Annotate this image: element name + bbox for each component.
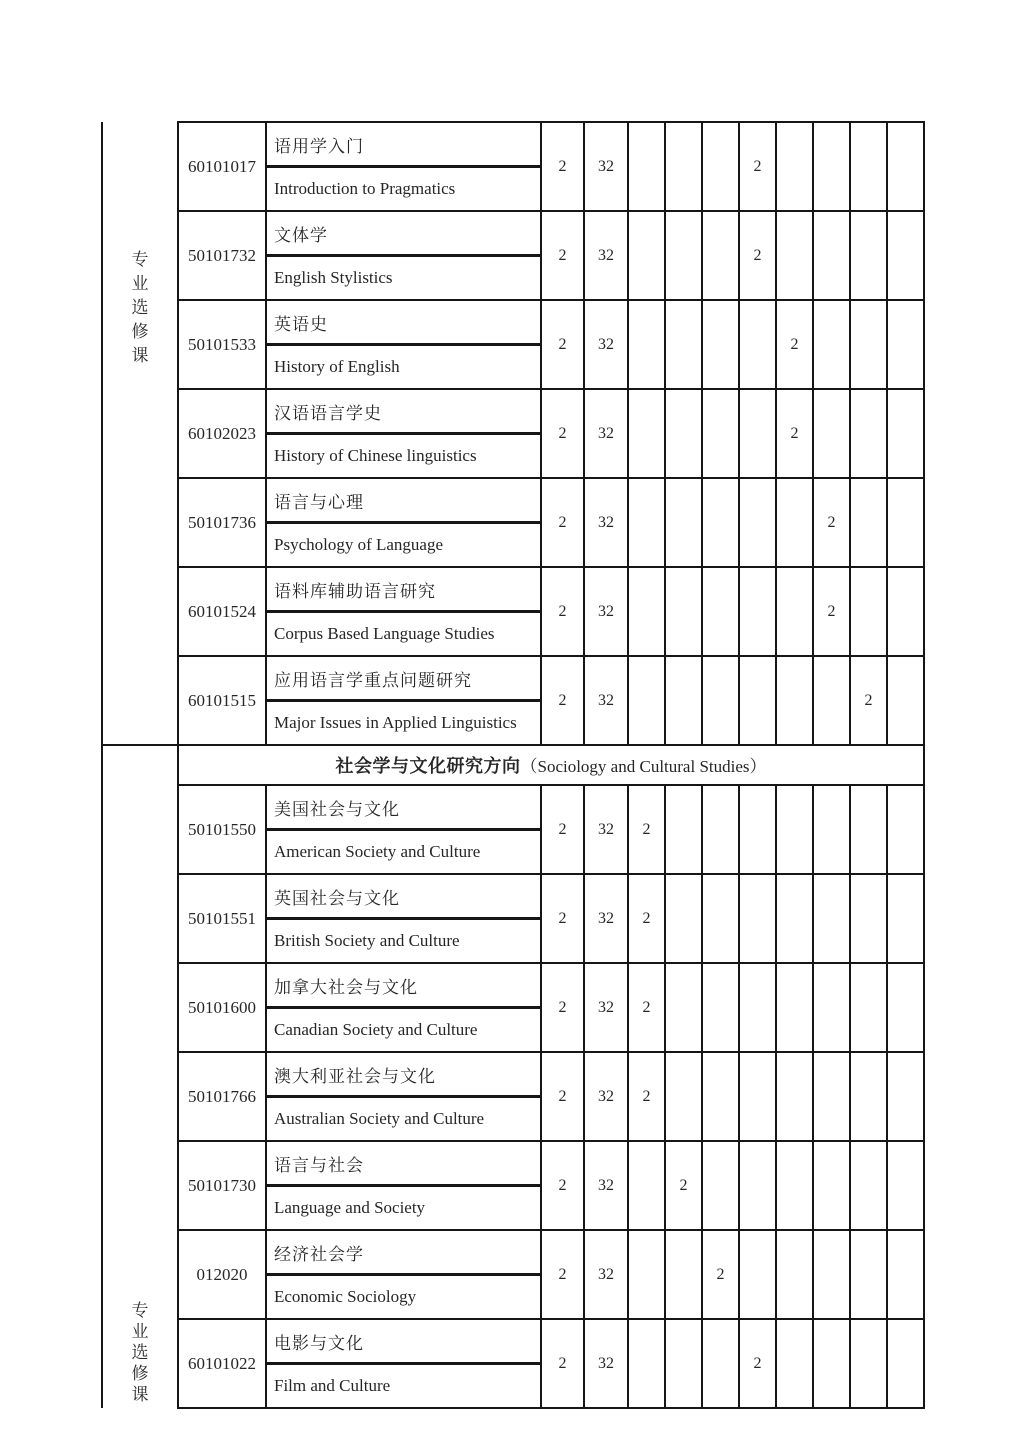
course-credits: 2	[541, 1319, 584, 1408]
semester-credit-cell: 2	[665, 1141, 702, 1230]
semester-cell-5	[776, 1230, 813, 1319]
course-credits: 2	[541, 656, 584, 745]
semester-cell-6	[813, 1319, 850, 1408]
semester-cell-8	[887, 478, 924, 567]
semester-cell-3	[702, 1319, 739, 1408]
course-hours: 32	[584, 785, 628, 874]
semester-cell-6	[813, 1141, 850, 1230]
semester-credit-cell: 2	[628, 874, 665, 963]
side-label-text: 专业选修课	[131, 1301, 149, 1404]
semester-cell-7	[850, 389, 887, 478]
semester-cell-1	[628, 389, 665, 478]
course-credits: 2	[541, 1141, 584, 1230]
semester-cell-2	[665, 122, 702, 211]
course-code: 60101017	[178, 122, 266, 211]
course-name-en: Introduction to Pragmatics	[266, 167, 541, 212]
semester-cell-5	[776, 478, 813, 567]
course-hours: 32	[584, 874, 628, 963]
semester-cell-2	[665, 963, 702, 1052]
semester-cell-1	[628, 1319, 665, 1408]
semester-cell-6	[813, 1230, 850, 1319]
semester-cell-1	[628, 1141, 665, 1230]
semester-credit-cell: 2	[813, 478, 850, 567]
semester-credit-cell: 2	[813, 567, 850, 656]
course-row	[102, 389, 924, 434]
course-credits: 2	[541, 211, 584, 300]
semester-cell-5	[776, 211, 813, 300]
direction-title-zh: 社会学与文化研究方向	[335, 756, 521, 776]
semester-cell-5	[776, 122, 813, 211]
course-credits: 2	[541, 963, 584, 1052]
course-row	[102, 656, 924, 701]
direction-header-row	[102, 745, 924, 785]
course-hours: 32	[584, 122, 628, 211]
semester-cell-5	[776, 785, 813, 874]
course-row	[102, 1230, 924, 1275]
semester-cell-5	[776, 1319, 813, 1408]
course-code: 50101732	[178, 211, 266, 300]
course-code: 50101600	[178, 963, 266, 1052]
semester-credit-cell: 2	[739, 211, 776, 300]
direction-header-cell	[178, 745, 924, 785]
semester-cell-1	[628, 1230, 665, 1319]
course-credits: 2	[541, 874, 584, 963]
semester-cell-8	[887, 389, 924, 478]
course-hours: 32	[584, 389, 628, 478]
course-name-zh: 加拿大社会与文化	[266, 963, 541, 1008]
semester-cell-2	[665, 785, 702, 874]
course-row	[102, 122, 924, 167]
semester-cell-6	[813, 656, 850, 745]
course-name-zh: 汉语语言学史	[266, 389, 541, 434]
course-name-en: Canadian Society and Culture	[266, 1008, 541, 1053]
semester-cell-8	[887, 785, 924, 874]
semester-cell-1	[628, 567, 665, 656]
curriculum-table	[101, 121, 925, 1409]
semester-cell-8	[887, 211, 924, 300]
course-code: 50101533	[178, 300, 266, 389]
course-row	[102, 478, 924, 523]
semester-cell-3	[702, 785, 739, 874]
semester-cell-4	[739, 963, 776, 1052]
course-name-zh: 语料库辅助语言研究	[266, 567, 541, 612]
side-label-text: 专业选修课	[131, 250, 149, 365]
semester-cell-7	[850, 963, 887, 1052]
course-row	[102, 1052, 924, 1097]
semester-cell-8	[887, 1319, 924, 1408]
semester-cell-3	[702, 478, 739, 567]
semester-cell-4	[739, 1052, 776, 1141]
semester-cell-7	[850, 478, 887, 567]
course-name-zh: 电影与文化	[266, 1319, 541, 1364]
semester-credit-cell: 2	[628, 785, 665, 874]
semester-cell-6	[813, 211, 850, 300]
course-name-zh: 澳大利亚社会与文化	[266, 1052, 541, 1097]
semester-cell-2	[665, 656, 702, 745]
semester-cell-3	[702, 874, 739, 963]
semester-cell-8	[887, 963, 924, 1052]
semester-cell-7	[850, 1052, 887, 1141]
course-name-en: Film and Culture	[266, 1364, 541, 1409]
semester-cell-4	[739, 874, 776, 963]
course-row	[102, 1319, 924, 1364]
semester-cell-6	[813, 874, 850, 963]
course-name-en: English Stylistics	[266, 256, 541, 301]
course-name-zh: 文体学	[266, 211, 541, 256]
semester-cell-2	[665, 567, 702, 656]
course-hours: 32	[584, 1052, 628, 1141]
course-row	[102, 785, 924, 830]
course-hours: 32	[584, 656, 628, 745]
course-name-zh: 美国社会与文化	[266, 785, 541, 830]
semester-cell-8	[887, 656, 924, 745]
semester-cell-4	[739, 300, 776, 389]
course-name-zh: 语言与社会	[266, 1141, 541, 1186]
course-name-en: History of English	[266, 345, 541, 390]
semester-credit-cell: 2	[739, 122, 776, 211]
semester-cell-6	[813, 785, 850, 874]
semester-cell-7	[850, 122, 887, 211]
course-credits: 2	[541, 1230, 584, 1319]
semester-cell-3	[702, 1141, 739, 1230]
semester-cell-7	[850, 1319, 887, 1408]
semester-cell-2	[665, 389, 702, 478]
semester-cell-3	[702, 963, 739, 1052]
course-hours: 32	[584, 300, 628, 389]
semester-cell-4	[739, 1141, 776, 1230]
course-name-zh: 英语史	[266, 300, 541, 345]
course-code: 60101524	[178, 567, 266, 656]
course-name-zh: 经济社会学	[266, 1230, 541, 1275]
course-credits: 2	[541, 389, 584, 478]
semester-credit-cell: 2	[628, 963, 665, 1052]
semester-cell-6	[813, 389, 850, 478]
semester-credit-cell: 2	[739, 1319, 776, 1408]
course-name-en: History of Chinese linguistics	[266, 434, 541, 479]
semester-cell-7	[850, 567, 887, 656]
semester-cell-2	[665, 211, 702, 300]
semester-cell-8	[887, 1230, 924, 1319]
semester-cell-7	[850, 785, 887, 874]
semester-cell-3	[702, 389, 739, 478]
semester-cell-5	[776, 1052, 813, 1141]
semester-cell-1	[628, 122, 665, 211]
course-code: 50101736	[178, 478, 266, 567]
side-label-cell	[102, 122, 178, 745]
semester-cell-5	[776, 1141, 813, 1230]
course-credits: 2	[541, 300, 584, 389]
course-name-zh: 英国社会与文化	[266, 874, 541, 919]
semester-cell-3	[702, 1052, 739, 1141]
semester-cell-2	[665, 1319, 702, 1408]
course-hours: 32	[584, 1141, 628, 1230]
course-code: 50101730	[178, 1141, 266, 1230]
semester-cell-5	[776, 874, 813, 963]
course-name-en: Australian Society and Culture	[266, 1097, 541, 1142]
course-name-zh: 应用语言学重点问题研究	[266, 656, 541, 701]
course-code: 50101550	[178, 785, 266, 874]
semester-cell-5	[776, 656, 813, 745]
semester-cell-8	[887, 1141, 924, 1230]
semester-cell-8	[887, 122, 924, 211]
course-name-zh: 语言与心理	[266, 478, 541, 523]
course-name-en: Language and Society	[266, 1186, 541, 1231]
semester-cell-1	[628, 300, 665, 389]
semester-cell-6	[813, 963, 850, 1052]
semester-credit-cell: 2	[776, 389, 813, 478]
semester-cell-1	[628, 211, 665, 300]
semester-cell-7	[850, 211, 887, 300]
course-row	[102, 1141, 924, 1186]
side-label-cell	[102, 745, 178, 1408]
course-hours: 32	[584, 1319, 628, 1408]
semester-cell-4	[739, 656, 776, 745]
semester-cell-6	[813, 1052, 850, 1141]
course-hours: 32	[584, 567, 628, 656]
semester-cell-4	[739, 389, 776, 478]
semester-cell-7	[850, 1141, 887, 1230]
semester-cell-2	[665, 1230, 702, 1319]
course-name-en: Corpus Based Language Studies	[266, 612, 541, 657]
course-name-zh: 语用学入门	[266, 122, 541, 167]
direction-title-en: （Sociology and Cultural Studies）	[520, 757, 767, 776]
semester-cell-3	[702, 300, 739, 389]
course-name-en: Economic Sociology	[266, 1275, 541, 1320]
semester-cell-1	[628, 656, 665, 745]
semester-cell-3	[702, 567, 739, 656]
course-hours: 32	[584, 1230, 628, 1319]
course-code: 50101551	[178, 874, 266, 963]
course-credits: 2	[541, 478, 584, 567]
semester-cell-6	[813, 300, 850, 389]
course-name-en: American Society and Culture	[266, 830, 541, 875]
semester-cell-8	[887, 567, 924, 656]
course-credits: 2	[541, 122, 584, 211]
semester-cell-7	[850, 1230, 887, 1319]
course-name-en: Psychology of Language	[266, 523, 541, 568]
semester-cell-8	[887, 1052, 924, 1141]
semester-cell-1	[628, 478, 665, 567]
course-credits: 2	[541, 567, 584, 656]
semester-cell-4	[739, 567, 776, 656]
course-row	[102, 300, 924, 345]
semester-cell-3	[702, 211, 739, 300]
semester-cell-4	[739, 785, 776, 874]
semester-cell-4	[739, 1230, 776, 1319]
course-row	[102, 211, 924, 256]
semester-credit-cell: 2	[628, 1052, 665, 1141]
course-row	[102, 874, 924, 919]
course-name-en: Major Issues in Applied Linguistics	[266, 701, 541, 746]
course-code: 60101022	[178, 1319, 266, 1408]
semester-credit-cell: 2	[776, 300, 813, 389]
semester-cell-8	[887, 300, 924, 389]
semester-cell-2	[665, 1052, 702, 1141]
semester-cell-5	[776, 963, 813, 1052]
semester-cell-3	[702, 122, 739, 211]
course-hours: 32	[584, 963, 628, 1052]
semester-cell-7	[850, 300, 887, 389]
course-name-en: British Society and Culture	[266, 919, 541, 964]
course-credits: 2	[541, 785, 584, 874]
course-credits: 2	[541, 1052, 584, 1141]
semester-cell-4	[739, 478, 776, 567]
course-code: 50101766	[178, 1052, 266, 1141]
semester-cell-7	[850, 874, 887, 963]
semester-credit-cell: 2	[702, 1230, 739, 1319]
semester-cell-2	[665, 300, 702, 389]
semester-cell-2	[665, 874, 702, 963]
course-code: 60102023	[178, 389, 266, 478]
semester-cell-6	[813, 122, 850, 211]
semester-cell-3	[702, 656, 739, 745]
course-row	[102, 567, 924, 612]
semester-cell-5	[776, 567, 813, 656]
course-code: 012020	[178, 1230, 266, 1319]
semester-credit-cell: 2	[850, 656, 887, 745]
semester-cell-2	[665, 478, 702, 567]
course-code: 60101515	[178, 656, 266, 745]
course-hours: 32	[584, 211, 628, 300]
course-row	[102, 963, 924, 1008]
course-hours: 32	[584, 478, 628, 567]
semester-cell-8	[887, 874, 924, 963]
